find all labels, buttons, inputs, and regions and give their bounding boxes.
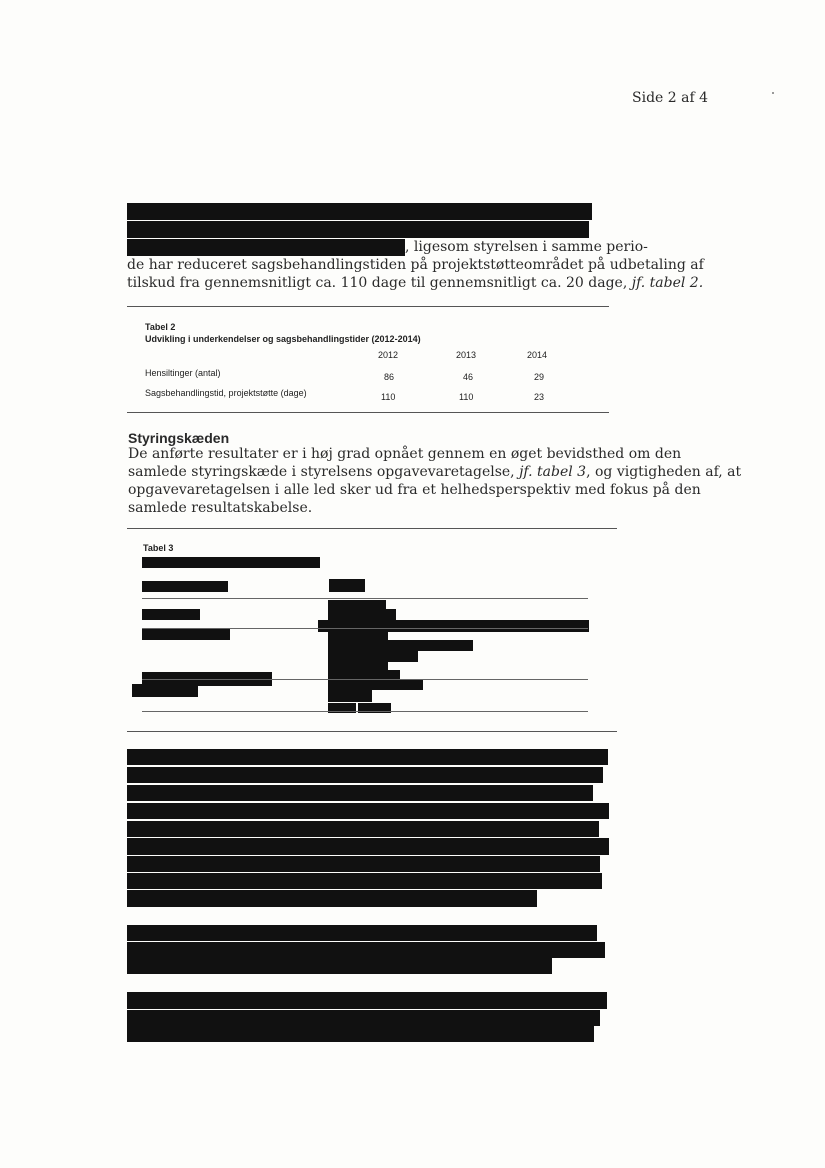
- redaction-block: [127, 749, 608, 765]
- redaction-block: [329, 579, 365, 592]
- redaction-block: [127, 1026, 594, 1042]
- redaction-block: [127, 821, 599, 837]
- redaction-block: [142, 581, 228, 592]
- table3-row-rule: [142, 679, 588, 680]
- redaction-block: [127, 221, 589, 238]
- section-line-4: samlede resultatskabelse.: [128, 500, 313, 516]
- redaction-block: [127, 785, 593, 801]
- table3-bottom-rule: [127, 731, 617, 732]
- redaction-block: [127, 942, 605, 958]
- table2-cell: 110: [381, 392, 396, 402]
- table2-row-label: Hensiltinger (antal): [145, 368, 221, 378]
- redaction-block: [127, 890, 537, 907]
- table2-year-2013: 2013: [456, 350, 477, 360]
- redaction-block: [127, 1010, 600, 1026]
- redaction-block: [328, 690, 372, 702]
- redaction-block: [127, 925, 597, 941]
- table2-cell: 23: [534, 392, 545, 402]
- redaction-block: [142, 609, 200, 620]
- table2-year-2014: 2014: [527, 350, 548, 360]
- table2-cell: 46: [463, 372, 474, 382]
- table2-cell: 110: [459, 392, 474, 402]
- section-line-2: [128, 463, 741, 481]
- redaction-block: [142, 557, 320, 568]
- table2-year-2012: 2012: [378, 350, 399, 360]
- intro-line-3-text: tilskud fra gennemsnitligt ca. 110 dage til gennemsnitligt ca. 20 dage,: [127, 275, 628, 291]
- table3-row-rule: [142, 628, 588, 629]
- section-line-2-pre: samlede styringskæde i styrelsens opgavevaretagelse,: [128, 464, 515, 480]
- intro-line-3: [127, 274, 704, 292]
- section-line-1: De anførte resultater er i høj grad opnået gennem en øget bevidsthed om den: [128, 446, 682, 462]
- table3-reference: jf. tabel 3: [514, 464, 587, 480]
- table2-bottom-rule: [127, 412, 609, 413]
- table3-row-rule: [142, 711, 588, 712]
- redaction-block: [127, 856, 600, 872]
- table3-top-rule: [127, 528, 617, 529]
- paragraph-styringskaeden: [128, 445, 741, 517]
- table2-label: Tabel 2: [145, 322, 176, 332]
- intro-line-2: de har reduceret sagsbehandlingstiden på projektstøtteområdet på udbetaling af: [127, 257, 704, 273]
- table2-top-rule: [127, 306, 609, 307]
- section-line-3: opgavevaretagelsen i alle led sker ud fra et helhedsperspektiv med fokus på den: [128, 482, 701, 498]
- paragraph-intro: [127, 238, 704, 292]
- redaction-block: [127, 958, 552, 974]
- table2-cell: 29: [534, 372, 545, 382]
- redaction-block: [127, 767, 603, 783]
- table2-row-label: Sagsbehandlingstid, projektstøtte (dage): [145, 388, 307, 398]
- table2-cell: 86: [384, 372, 395, 382]
- scan-speck: [772, 92, 774, 94]
- redaction-block: [142, 629, 230, 640]
- redaction-block: [328, 680, 423, 690]
- table3-label: Tabel 3: [143, 543, 174, 553]
- redaction-block: [127, 992, 607, 1009]
- redaction-block: [127, 838, 609, 855]
- redaction-block: [132, 684, 198, 697]
- section-line-2-post: , og vigtigheden af, at: [586, 464, 742, 480]
- intro-line-1: , ligesom styrelsen i samme perio-: [405, 239, 648, 255]
- redaction-block: [127, 873, 602, 889]
- table3-row-rule: [142, 598, 588, 599]
- redaction-block: [127, 203, 592, 220]
- table2-reference: jf. tabel 2.: [627, 275, 704, 291]
- table2-title: Udvikling i underkendelser og sagsbehandlingstider (2012-2014): [145, 334, 421, 344]
- section-heading: Styringskæden: [128, 430, 230, 446]
- page-number: Side 2 af 4: [632, 90, 709, 106]
- redaction-block: [127, 803, 609, 819]
